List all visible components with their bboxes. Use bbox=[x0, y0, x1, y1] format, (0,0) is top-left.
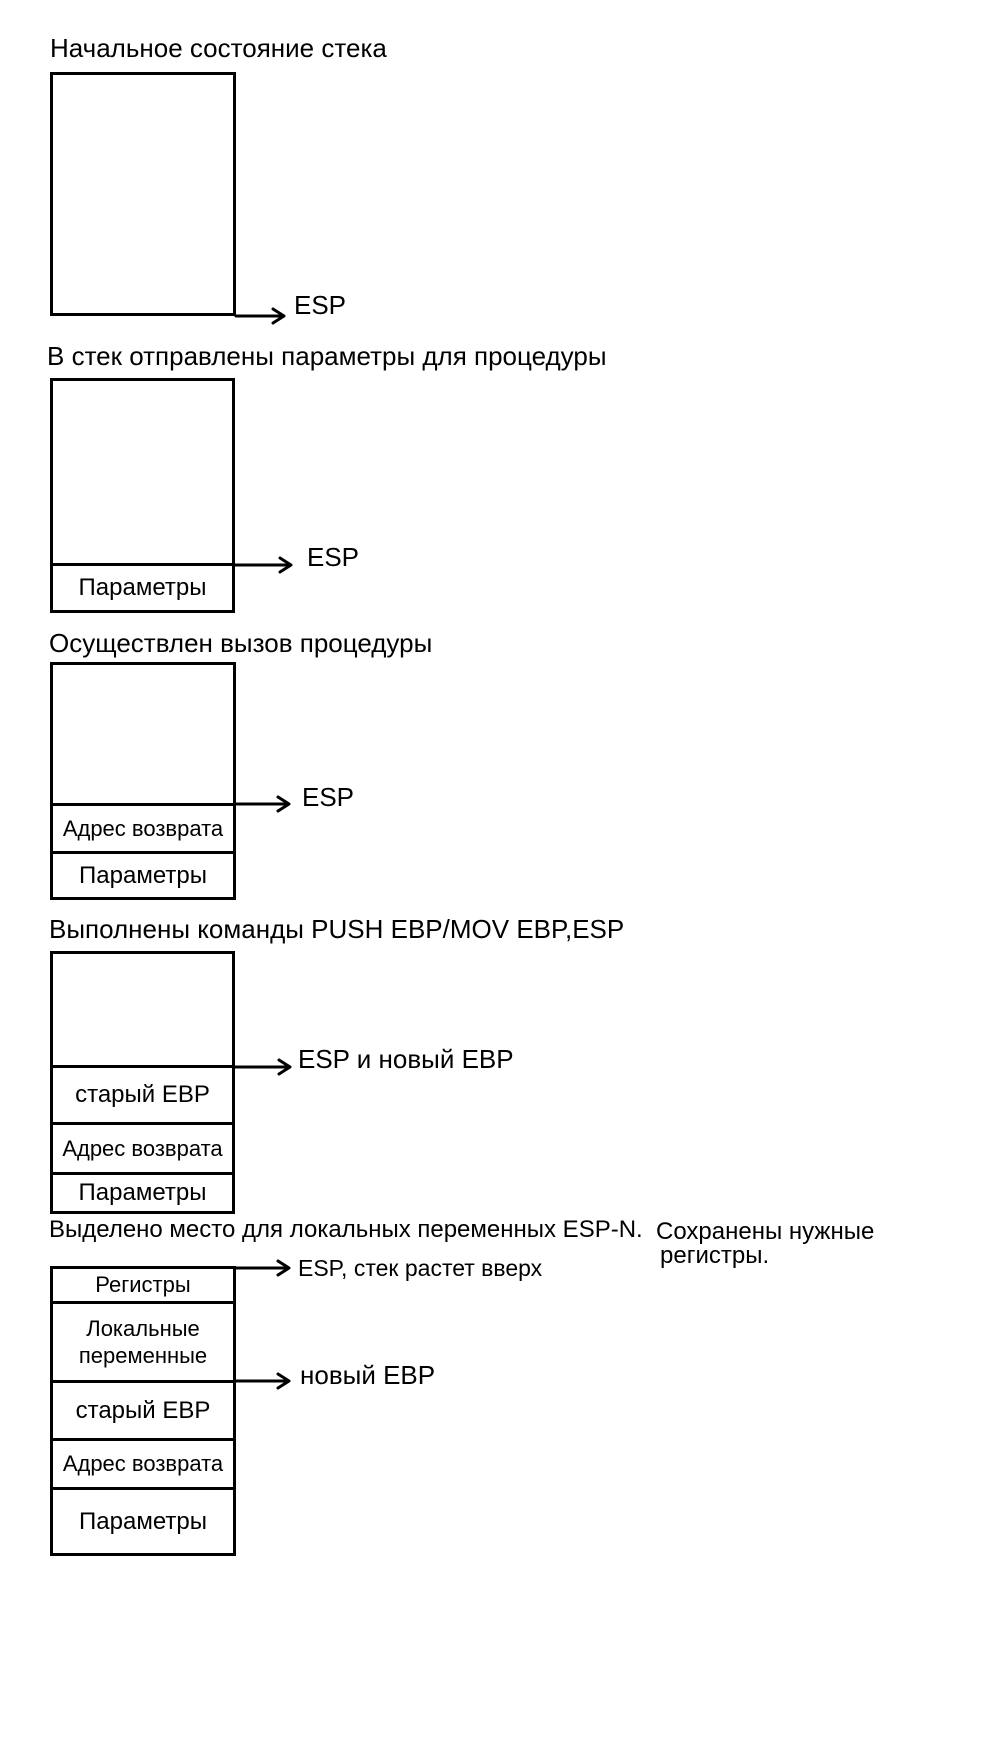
stage-1-arrow-icon bbox=[236, 309, 284, 323]
stage-4-cell-return-address: Адрес возврата bbox=[50, 1122, 235, 1175]
stage-3-cell-return-address: Адрес возврата bbox=[50, 803, 236, 854]
stage-5-note-line-1: Сохранены нужные bbox=[656, 1218, 875, 1245]
stage-4-cell-parameters: Параметры bbox=[50, 1172, 235, 1214]
stage-2-cell-parameters: Параметры bbox=[50, 563, 235, 613]
stage-5-ebp-arrow-icon bbox=[236, 1374, 289, 1388]
stage-4-arrow-icon bbox=[235, 1060, 290, 1074]
stage-2-caption: В стек отправлены параметры для процедуры bbox=[47, 341, 607, 371]
stage-5-cell-local-variables: Локальные переменные bbox=[50, 1301, 236, 1383]
stage-5-new-ebp-label: новый EBP bbox=[300, 1360, 436, 1390]
stage-3-cell-parameters: Параметры bbox=[50, 851, 236, 900]
stage-5-cell-old-ebp: старый EBP bbox=[50, 1380, 236, 1441]
stage-3-arrow-icon bbox=[236, 797, 289, 811]
stage-5-esp-arrow-icon bbox=[236, 1261, 289, 1275]
stage-4-cell-old-ebp: старый EBP bbox=[50, 1065, 235, 1125]
stage-2-arrow-icon bbox=[235, 558, 291, 572]
stage-4-caption: Выполнены команды PUSH EBP/MOV EBP,ESP bbox=[49, 914, 625, 944]
stage-2-esp-label: ESP bbox=[307, 542, 360, 572]
stage-1-esp-label: ESP bbox=[294, 290, 347, 320]
stage-3-caption: Осуществлен вызов процедуры bbox=[49, 628, 433, 658]
stage-5-cell-parameters: Параметры bbox=[50, 1487, 236, 1556]
stage-3-esp-label: ESP bbox=[302, 782, 355, 812]
stage-5-caption: Выделено место для локальных переменных ESP-N. bbox=[49, 1216, 643, 1243]
stage-5-cell-registers: Регистры bbox=[50, 1266, 236, 1304]
stage-5-cell-return-address: Адрес возврата bbox=[50, 1438, 236, 1490]
stage-1-caption: Начальное состояние стека bbox=[50, 33, 387, 63]
stage-5-esp-label: ESP, стек растет вверх bbox=[298, 1255, 543, 1281]
stage-1-stack-frame bbox=[50, 72, 236, 316]
stage-4-esp-new-ebp-label: ESP и новый EBP bbox=[298, 1044, 514, 1074]
stage-5-note-line-2: регистры. bbox=[660, 1242, 770, 1269]
